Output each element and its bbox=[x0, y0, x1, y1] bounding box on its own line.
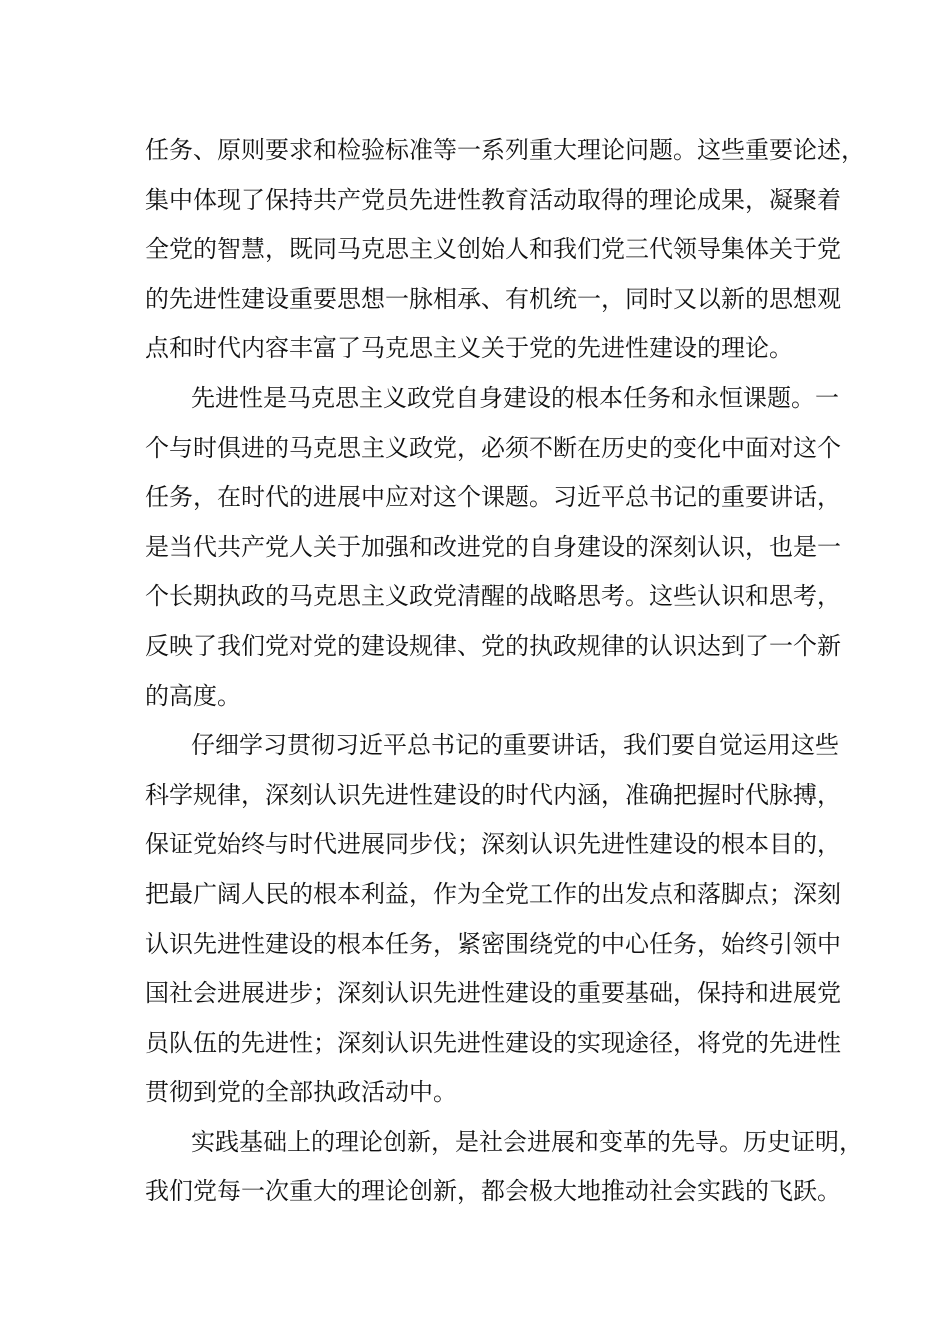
paragraph-line: 先进性是马克思主义政党自身建设的根本任务和永恒课题。一 bbox=[191, 383, 839, 412]
paragraph-line: 反映了我们党对党的建设规律、党的执政规律的认识达到了一个新 bbox=[145, 631, 841, 660]
paragraph-line: 任务、原则要求和检验标准等一系列重大理论问题。这些重要论述， bbox=[145, 136, 865, 164]
paragraph-line: 科学规律，深刻认识先进性建设的时代内涵，准确把握时代脉搏， bbox=[145, 780, 841, 809]
paragraph-line: 集中体现了保持共产党员先进性教育活动取得的理论成果，凝聚着 bbox=[145, 185, 841, 214]
paragraph-line: 个长期执政的马克思主义政党清醒的战略思考。这些认识和思考， bbox=[145, 582, 841, 611]
document-body bbox=[145, 126, 865, 1217]
paragraph-line: 员队伍的先进性；深刻认识先进性建设的实现途径，将党的先进性 bbox=[145, 1028, 841, 1057]
paragraph-line: 的高度。 bbox=[145, 681, 241, 710]
paragraph-line: 认识先进性建设的根本任务，紧密围绕党的中心任务，始终引领中 bbox=[145, 929, 841, 958]
paragraph-line: 把最广阔人民的根本利益，作为全党工作的出发点和落脚点；深刻 bbox=[145, 879, 841, 908]
paragraph-line: 是当代共产党人关于加强和改进党的自身建设的深刻认识，也是一 bbox=[145, 532, 841, 561]
paragraph-line: 我们党每一次重大的理论创新，都会极大地推动社会实践的飞跃。 bbox=[145, 1177, 841, 1206]
paragraph-line: 实践基础上的理论创新，是社会进展和变革的先导。历史证明， bbox=[191, 1127, 863, 1156]
paragraph-line: 国社会进展进步；深刻认识先进性建设的重要基础，保持和进展党 bbox=[145, 979, 841, 1008]
paragraph-line: 点和时代内容丰富了马克思主义关于党的先进性建设的理论。 bbox=[145, 334, 793, 363]
paragraph-line: 仔细学习贯彻习近平总书记的重要讲话，我们要自觉运用这些 bbox=[191, 731, 839, 760]
paragraph-line: 贯彻到党的全部执政活动中。 bbox=[145, 1078, 457, 1107]
paragraph-line: 个与时俱进的马克思主义政党，必须不断在历史的变化中面对这个 bbox=[145, 433, 841, 462]
paragraph-line: 全党的智慧，既同马克思主义创始人和我们党三代领导集体关于党 bbox=[145, 235, 841, 264]
paragraph-line: 的先进性建设重要思想一脉相承、有机统一，同时又以新的思想观 bbox=[145, 284, 841, 313]
paragraph-line: 任务，在时代的进展中应对这个课题。习近平总书记的重要讲话， bbox=[145, 483, 841, 512]
paragraph bbox=[145, 374, 841, 721]
paragraph bbox=[145, 721, 841, 1118]
paragraph bbox=[145, 1118, 863, 1217]
paragraph bbox=[145, 126, 865, 374]
paragraph-line: 保证党始终与时代进展同步伐；深刻认识先进性建设的根本目的， bbox=[145, 830, 841, 859]
